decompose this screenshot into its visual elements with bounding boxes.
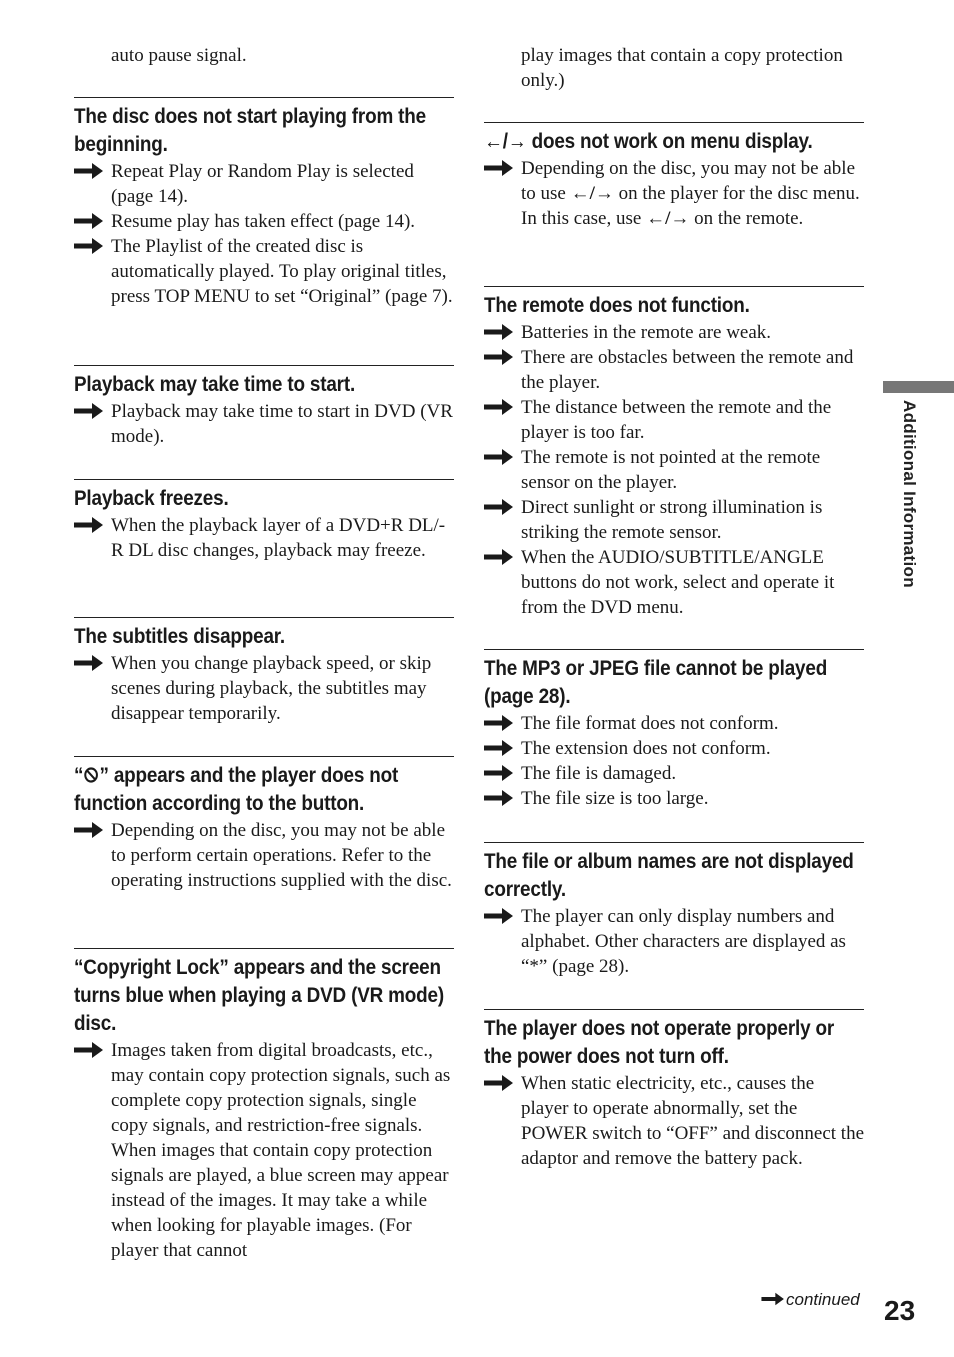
arrow-right-icon [484, 764, 514, 782]
arrow-right-icon [484, 159, 514, 177]
list-item: Playback may take time to start in DVD (VR mode). [74, 399, 454, 449]
arrow-right-icon [484, 1074, 514, 1092]
page-number: 23 [884, 1295, 916, 1326]
list-item: Depending on the disc, you may not be able to use ←/→ on the player for the disc menu. In this case, use ←/→ on the remote. [484, 156, 864, 231]
list-item: Images taken from digital broadcasts, etc., may contain copy protection signals, such as complete copy protection signals, single copy signals, and restriction-free signals. When images that contain copy protection signals are played, a blue screen may appear instead of the images. It may take a while when looking for playable images. (For player that cannot [74, 1038, 454, 1263]
list-item: The Playlist of the created disc is automatically played. To play original titles, press TOP MENU to set “Original” (page 7). [74, 234, 454, 309]
item-list [484, 904, 864, 979]
list-item: Depending on the disc, you may not be able to perform certain operations. Refer to the operating instructions supplied with the disc. [74, 818, 454, 893]
section-title: The subtitles disappear. [74, 625, 285, 648]
arrow-right-icon [484, 789, 514, 807]
list-item: The extension does not conform. [484, 736, 864, 761]
section-title: “ ” appears and the player does not function according to the button. [74, 764, 399, 815]
arrow-right-icon [74, 1041, 104, 1059]
section-playback-time [74, 365, 454, 449]
prohibited-icon [83, 766, 99, 784]
section-subtitles [74, 617, 454, 726]
left-continuation-text: auto pause signal. [111, 45, 247, 66]
arrow-right-icon [74, 402, 104, 420]
list-item: When you change playback speed, or skip scenes during playback, the subtitles may disappear temporarily. [74, 651, 454, 726]
arrow-right-icon [484, 739, 514, 757]
list-item: When the AUDIO/SUBTITLE/ANGLE buttons do not work, select and operate it from the DVD menu. [484, 545, 864, 620]
item-list [74, 1038, 454, 1263]
side-tab-marker [883, 381, 954, 393]
arrow-right-icon [74, 162, 104, 180]
arrow-right-icon [484, 498, 514, 516]
section-title: Playback may take time to start. [74, 373, 356, 396]
section-title: The file or album names are not displayed correctly. [484, 850, 854, 901]
section-copyright-lock [74, 948, 454, 1263]
arrow-right-icon [484, 323, 514, 341]
list-item: Direct sunlight or strong illumination is striking the remote sensor. [484, 495, 864, 545]
section-prohibited-icon [74, 756, 454, 893]
left-right-arrows-icon: ←/→ [646, 208, 690, 229]
list-item: The remote is not pointed at the remote sensor on the player. [484, 445, 864, 495]
arrow-right-icon [484, 907, 514, 925]
item-list [74, 651, 454, 726]
right-continuation-text: play images that contain a copy protection only.) [521, 45, 843, 91]
list-item: The file size is too large. [484, 786, 864, 811]
item-list [484, 320, 864, 620]
arrow-right-icon [74, 654, 104, 672]
list-item: When static electricity, etc., causes the player to operate abnormally, set the POWER switch to “OFF” and disconnect the adaptor and remove the battery pack. [484, 1071, 864, 1171]
arrow-right-icon [74, 516, 104, 534]
arrow-right-icon [484, 398, 514, 416]
list-item: The file format does not conform. [484, 711, 864, 736]
continued-note: continued [760, 1290, 860, 1310]
section-title: The remote does not function. [484, 294, 750, 317]
arrow-right-icon [74, 821, 104, 839]
section-title: The MP3 or JPEG file cannot be played (page 28). [484, 657, 828, 708]
left-right-arrows-icon: ←/→ [484, 130, 527, 153]
item-list [484, 1071, 864, 1171]
list-item: When the playback layer of a DVD+R DL/-R DL disc changes, playback may freeze. [74, 513, 454, 563]
arrow-right-icon [484, 548, 514, 566]
item-list [74, 159, 454, 309]
section-mp3-jpeg [484, 649, 864, 811]
item-list [74, 399, 454, 449]
list-item: The player can only display numbers and alphabet. Other characters are displayed as “*” (page 28). [484, 904, 864, 979]
section-disc-not-start [74, 97, 454, 309]
list-item: Resume play has taken effect (page 14). [74, 209, 454, 234]
section-playback-freezes [74, 479, 454, 563]
item-list [484, 711, 864, 811]
item-list [74, 818, 454, 893]
item-list [484, 156, 864, 231]
side-section-label: Additional Information [900, 400, 919, 588]
left-right-arrows-icon: ←/→ [570, 183, 614, 204]
arrow-right-icon [484, 714, 514, 732]
section-title: The disc does not start playing from the beginning. [74, 105, 426, 156]
list-item: The distance between the remote and the player is too far. [484, 395, 864, 445]
section-title: “Copyright Lock” appears and the screen turns blue when playing a DVD (VR mode) disc. [74, 956, 444, 1035]
section-title: Playback freezes. [74, 487, 229, 510]
arrow-right-icon [484, 348, 514, 366]
section-remote [484, 286, 864, 620]
section-title: The player does not operate properly or the power does not turn off. [484, 1017, 835, 1068]
list-item: Repeat Play or Random Play is selected (page 14). [74, 159, 454, 209]
section-title: ←/→ does not work on menu display. [484, 130, 813, 153]
list-item: The file is damaged. [484, 761, 864, 786]
arrow-right-icon [760, 1292, 786, 1306]
list-item: Batteries in the remote are weak. [484, 320, 864, 345]
arrow-right-icon [74, 212, 104, 230]
section-file-names [484, 842, 864, 979]
arrow-right-icon [74, 237, 104, 255]
list-item: There are obstacles between the remote and the player. [484, 345, 864, 395]
section-arrows-menu [484, 122, 864, 231]
arrow-right-icon [484, 448, 514, 466]
section-power [484, 1009, 864, 1171]
item-list [74, 513, 454, 563]
